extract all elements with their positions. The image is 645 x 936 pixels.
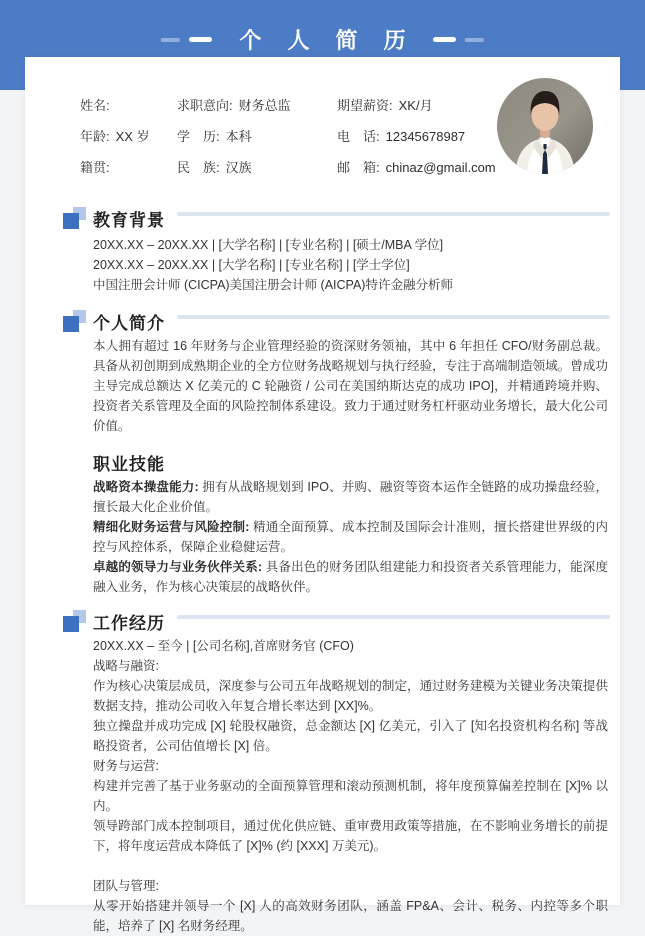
skill-text: 精通全面预算、成本控制及国际会计准则，擅长搭建世界级的内控与风控体系，保障企业稳健运营。	[93, 520, 608, 554]
education-section	[63, 205, 612, 295]
education-body	[93, 235, 608, 295]
profile-header	[63, 308, 612, 334]
section-square-icon	[63, 206, 87, 230]
work-group-team	[93, 876, 608, 936]
education-title: 教育背景	[93, 210, 165, 230]
personal-info-section	[80, 89, 612, 189]
work-heading: 20XX.XX – 至今 | [公司名称],首席财务官 (CFO)	[93, 639, 354, 653]
title-row	[0, 24, 645, 55]
candidate-photo	[497, 78, 593, 174]
candidate-photo-illustration	[497, 78, 593, 174]
info-birthplace	[80, 157, 177, 176]
info-email-label: 邮 箱:	[337, 160, 380, 175]
info-expected-salary	[337, 95, 637, 114]
skills-header	[93, 449, 612, 475]
info-birthplace-label: 籍贯:	[80, 160, 110, 175]
skill-text: 拥有从战略规划到 IPO、并购、融资等资本运作全链路的成功操盘经验，擅长最大化企业价值。	[93, 480, 608, 514]
title-dash-inner-right-icon	[433, 37, 456, 42]
skill-item	[93, 517, 608, 557]
work-paragraph: 构建并完善了基于业务驱动的全面预算管理和滚动预测机制，将年度预算偏差控制在 [X]% 以内。	[93, 779, 608, 813]
education-line: 20XX.XX – 20XX.XX | [大学名称] | [专业名称] | [硕士/MBA 学位]	[93, 238, 444, 252]
skills-body	[93, 477, 608, 597]
profile-title: 个人简介	[93, 313, 165, 333]
work-title: 工作经历	[93, 613, 165, 633]
info-ethnicity	[177, 157, 337, 176]
info-ethnicity-label: 民 族:	[177, 160, 220, 175]
work-body	[93, 636, 608, 936]
info-email	[337, 157, 637, 176]
info-email-value: chinaz@gmail.com	[385, 160, 496, 175]
info-expected-salary-value: XK/月	[398, 98, 433, 113]
work-paragraph: 从零开始搭建并领导一个 [X] 人的高效财务团队，涵盖 FP&A、会计、税务、内控等多个职能，培养了 [X] 名财务经理。	[93, 899, 608, 933]
work-group-label: 战略与融资:	[93, 659, 159, 673]
info-job-objective	[177, 95, 337, 114]
work-paragraph: 作为核心决策层成员，深度参与公司五年战略规划的制定，通过财务建模为关键业务决策提供数据支持，推动公司收入年复合增长率达到 [XX]%。	[93, 679, 608, 713]
work-paragraph: 领导跨部门成本控制项目，通过优化供应链、重审费用政策等措施，在不影响业务增长的前提下，将年度运营成本降低了 [X]% (约 [XXX] 万美元)。	[93, 819, 608, 853]
info-phone-value: 12345678987	[385, 129, 466, 144]
header-rule	[177, 615, 610, 619]
work-header	[63, 608, 612, 634]
work-section	[63, 608, 612, 936]
info-job-objective-label: 求职意向:	[177, 98, 233, 113]
education-header	[63, 205, 612, 231]
skills-section	[63, 449, 612, 597]
section-square-icon	[63, 309, 87, 333]
education-line: 中国注册会计师 (CICPA)美国注册会计师 (AICPA)特许金融分析师	[93, 278, 453, 292]
header-rule	[177, 315, 610, 319]
skill-text: 具备出色的财务团队组建能力和投资者关系管理能力，能深度融入业务，作为核心决策层的战略伙伴。	[93, 560, 608, 594]
info-ethnicity-value: 汉族	[225, 160, 252, 175]
info-age-label: 年龄:	[80, 129, 110, 144]
info-education-level-value: 本科	[225, 129, 252, 144]
skill-lead: 战略资本操盘能力:	[93, 480, 199, 494]
work-group-label: 财务与运营:	[93, 759, 159, 773]
section-square-icon	[63, 609, 87, 633]
profile-section	[63, 308, 612, 436]
skill-lead: 卓越的领导力与业务伙伴关系:	[93, 560, 263, 574]
info-job-objective-value: 财务总监	[238, 98, 291, 113]
info-phone-label: 电 话:	[337, 129, 380, 144]
title-dash-outer-right-icon	[465, 38, 484, 42]
skills-title: 职业技能	[93, 454, 165, 474]
title-dash-outer-left-icon	[161, 38, 180, 42]
page-title: 个 人 简 历	[239, 28, 416, 53]
work-group-strategy	[93, 656, 608, 756]
info-name-label: 姓名:	[80, 98, 110, 113]
resume-card	[25, 57, 620, 933]
title-dash-inner-left-icon	[189, 37, 212, 42]
info-education-level	[177, 126, 337, 145]
info-expected-salary-label: 期望薪资:	[337, 98, 393, 113]
work-group-finance-ops	[93, 756, 608, 856]
profile-paragraph: 本人拥有超过 16 年财务与企业管理经验的资深财务领袖，其中 6 年担任 CFO/财务副总裁。具备从初创期到成熟期企业的全方位财务战略规划与执行经验，专注于高端制造领域。曾成功主导完成总额达 X 亿美元的 C 轮融资 / 公司在美国纳斯达克的成功 IPO]，并精通跨境并购、投资者关系管理及全面的风险控制体系建设。致力于通过财务杠杆驱动业务增长，最大化公司价值。	[93, 339, 608, 433]
info-education-level-label: 学 历:	[177, 129, 220, 144]
skill-item	[93, 557, 608, 597]
work-paragraph: 独立操盘并成功完成 [X] 轮股权融资，总金额达 [X] 亿美元，引入了 [知名投资机构名称] 等战略投资者，公司估值增长 [X] 倍。	[93, 719, 608, 753]
education-line: 20XX.XX – 20XX.XX | [大学名称] | [专业名称] | [学士学位]	[93, 258, 410, 272]
skill-item	[93, 477, 608, 517]
skill-lead: 精细化财务运营与风险控制:	[93, 520, 250, 534]
info-age	[80, 126, 177, 145]
info-age-value: XX 岁	[115, 129, 150, 144]
header-rule	[177, 212, 610, 216]
info-name	[80, 95, 177, 114]
work-group-label: 团队与管理:	[93, 879, 159, 893]
